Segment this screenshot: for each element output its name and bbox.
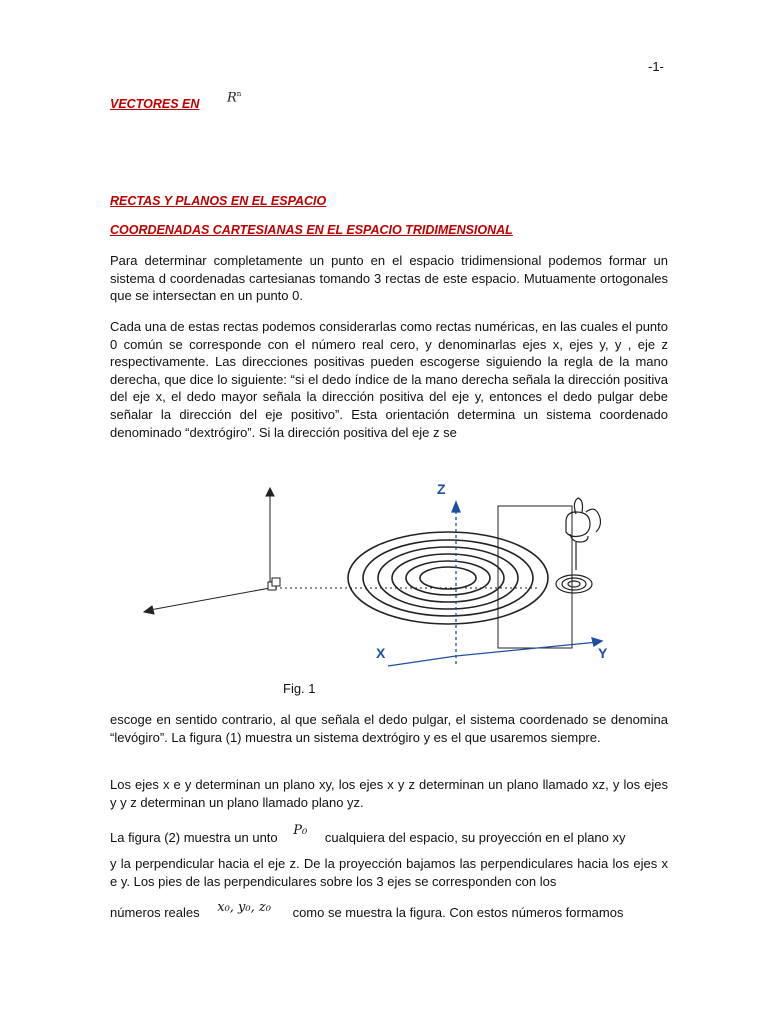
p0-symbol: P₀ [293,823,308,838]
line-5 [110,823,626,846]
paragraph-6: y la perpendicular hacia el eje z. De la proyección bajamos las perpendiculares hacia los ejes x e y. Los pies de las perpendiculares sobre los 3 ejes se corresponden con los [110,856,668,889]
rn-base: R [227,90,237,106]
heading-vectores: VECTORES EN [110,97,200,111]
paragraph-1: Para determinar completamente un punto en el espacio tridimensional podemos formar un sistema d coordenadas cartesianas tomando 3 rectas de este espacio. Mutuamente ortogonales que se intersectan en un punto 0. [110,253,668,304]
heading-rectas-planos: RECTAS Y PLANOS EN EL ESPACIO [110,194,327,208]
axis-label-z: Z [437,481,446,497]
paragraph-2: Cada una de estas rectas podemos considerarlas como rectas numéricas, en las cuales el punto 0 común se corresponde con el número real cero, y denominarlas ejes x, ejes y, y , eje z respectivamente. Las direcciones positivas pueden escogerse siguiendo la regla de la mano derecha, que dice lo siguiente: “si el dedo índice de la mano derecha señala la dirección positiva del eje x, el dedo mayor señala la dirección positiva del eje y, entonces el dedo pulgar debe señalar la dirección del eje positivo”. Esta orientación determina un sistema coordenado denominado “dextrógiro”. Si la dirección positiva del eje z se [110,319,668,440]
page-number: -1- [648,59,664,74]
plane-rectangle [498,506,572,648]
axis-label-y: Y [598,645,608,661]
line7-pre: números reales [110,905,200,920]
spiral-target [556,575,592,593]
rn-symbol [227,90,241,105]
paragraph-3: escoge en sentido contrario, al que señala el dedo pulgar, el sistema coordenado se denomina “levógiro”. La figura (1) muestra un sistema dextrógiro y es el que usaremos siempre. [110,712,668,745]
line5-pre: La figura (2) muestra un unto [110,830,278,845]
heading-coordenadas: COORDENADAS CARTESIANAS EN EL ESPACIO TRIDIMENSIONAL [110,223,513,237]
main-axes [388,502,602,666]
xyz0-symbol: x₀, y₀, z₀ [217,900,271,915]
figure-1 [140,474,640,674]
line5-post: cualquiera del espacio, su proyección en el plano xy [324,830,626,845]
figure-caption: Fig. 1 [283,681,316,696]
line-7 [110,900,624,921]
paragraph-4: Los ejes x e y determinan un plano xy, los ejes x y z determinan un plano llamado xz, y los ejes y y z determinan un plano llamado plano yz. [110,777,668,810]
concentric-ellipses [348,532,548,624]
line7-post: como se muestra la figura. Con estos números formamos [292,905,624,920]
right-hand-icon [566,498,601,570]
axis-label-x: X [376,645,386,661]
rn-exponent: n [236,90,242,98]
